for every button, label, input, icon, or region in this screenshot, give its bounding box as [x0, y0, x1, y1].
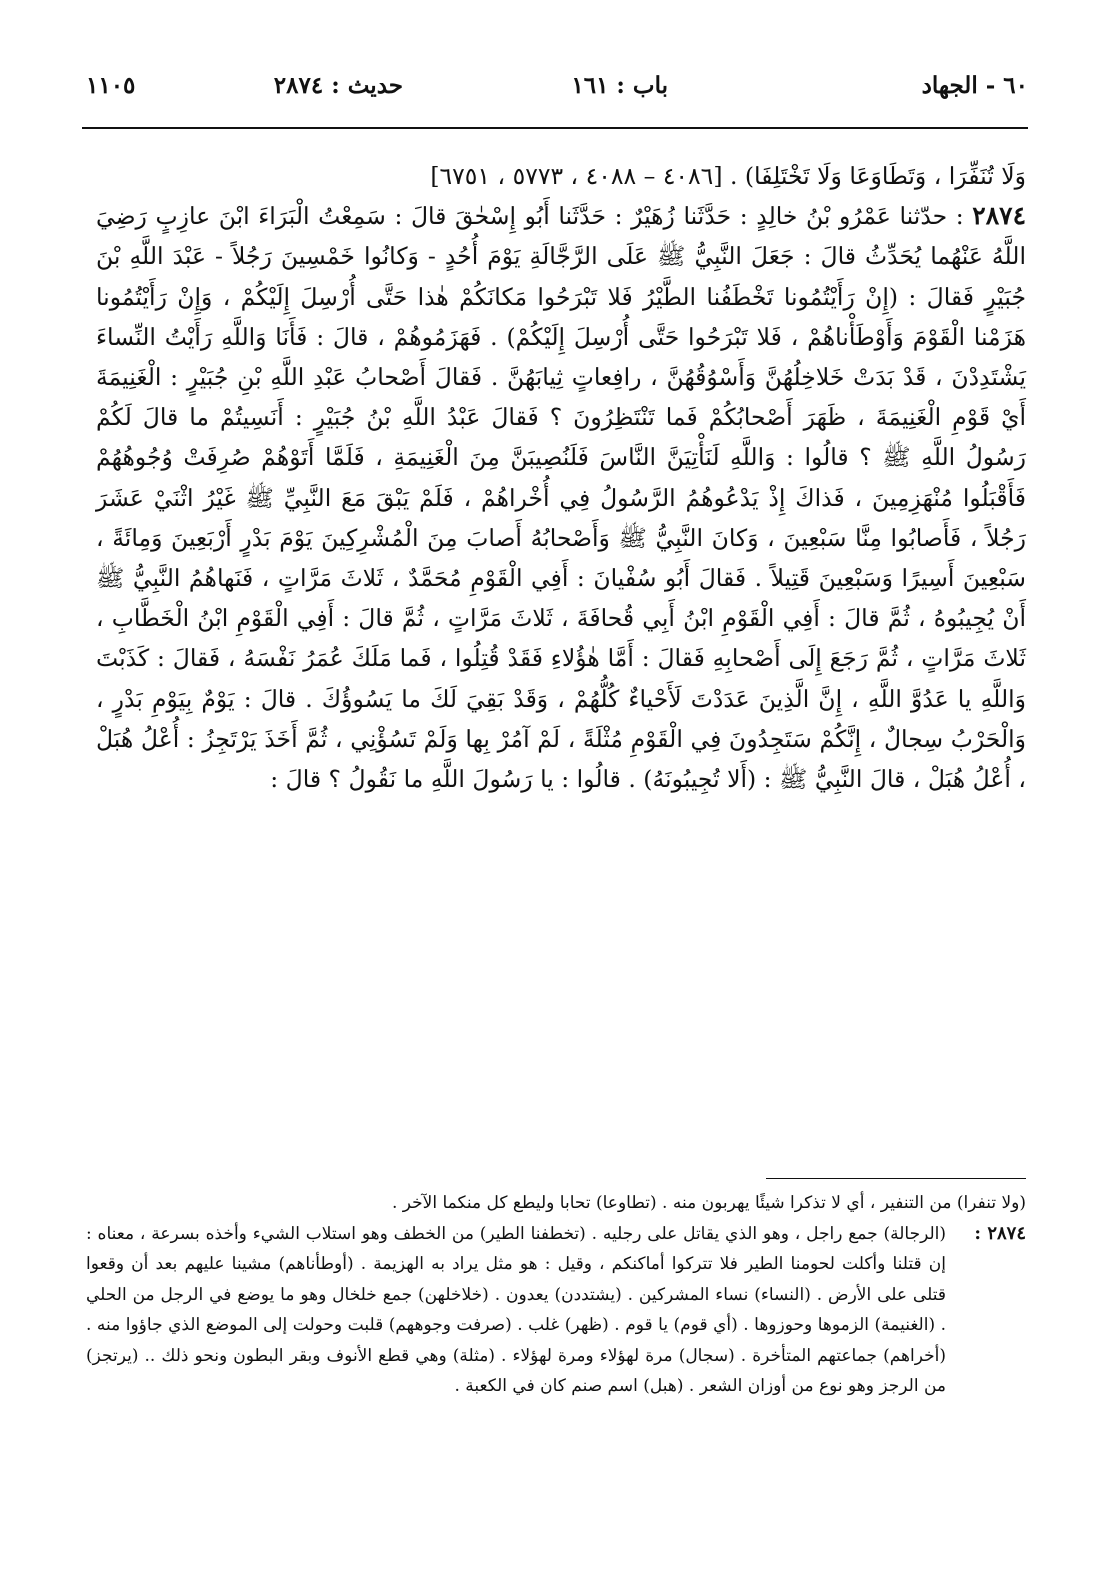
hadith-number: ٢٨٧٤: [972, 201, 1026, 231]
chapter-title: ٦٠ - الجهاد: [921, 72, 1028, 99]
hadith-body: [96, 156, 1026, 799]
footnotes: [86, 1188, 1026, 1402]
footnote-number: ٢٨٧٤ :: [974, 1222, 1026, 1244]
footnote-divider: [766, 1178, 1026, 1179]
footnote-previous: (ولا تنفرا) من التنفير ، أي لا تذكرا شيئًا يهربون منه . (تطاوعا) تحابا وليطع كل منكما الآخر .: [391, 1193, 1026, 1213]
bab-number: باب : ١٦١: [571, 72, 668, 99]
previous-hadith-tail: وَلَا تُنَفِّرَا ، وَتَطَاوَعَا وَلَا تَخْتَلِفَا) . [٤٠٨٦ – ٤٠٨٨ ، ٥٧٧٣ ، ٦٧٥١]: [430, 162, 1026, 190]
hadith-reference: حديث : ٢٨٧٤: [273, 72, 403, 99]
footnote-text: (الرجالة) جمع راجل ، وهو الذي يقاتل على رجليه . (تخطفنا الطير) من الخطف وهو استلاب الشيء وأخذه بسرعة ، معناه : إن قتلنا وأكلت لحومنا الطير فلا تتركوا أماكنكم ، وقيل : هو مثل يراد به الهزيمة . (أوطأناهم) مشينا عليهم بعد أن وقعوا قتلى على الأرض . (النساء) نساء المشركين . (يشتددن) يعدون . (خلاخلهن) جمع خلخال وهو ما يوضع في الرجل من الحلي . (الغنيمة) الزموها وحوزوها . (أي قوم) يا قوم . (ظهر) غلب . (صرفت وجوههم) قلبت وحولت إلى الموضع الذي جاؤوا منه . (أخراهم) جماعتهم المتأخرة . (سجال) مرة لهؤلاء ومرة لهؤلاء . (مثلة) وهي قطع الأنوف وبقر البطون ونحو ذلك .. (يرتجز) من الرجز وهو نوع من أوزان الشعر . (هبل) اسم صنم كان في الكعبة .: [86, 1223, 946, 1396]
hadith-text: : حدّثنا عَمْرُو بْنُ خالِدٍ : حَدَّثَنا زُهَيْرٌ : حَدَّثَنا أَبُو إِسْحٰقَ قالَ : سَمِعْتُ الْبَرَاءَ ابْنَ عازِبٍ رَضِيَ اللَّهُ عَنْهُما يُحَدِّثُ قالَ : جَعَلَ النَّبِيُّ ﷺ عَلَى الرَّجَّالَةِ يَوْمَ أُحُدٍ - وَكانُوا خَمْسِينَ رَجُلاً - عَبْدَ اللَّهِ بْنَ جُبَيْرٍ فَقالَ : (إِنْ رَأَيْتُمُونا تَخْطَفُنا الطَّيْرُ فَلا تَبْرَحُوا مَكانَكُمْ هٰذا حَتَّى أُرْسِلَ إِلَيْكُمْ ، وَإِنْ رَأَيْتُمُونا هَزَمْنا الْقَوْمَ وَأَوْطَأْناهُمْ ، فَلا تَبْرَحُوا حَتَّى أُرْسِلَ إِلَيْكُمْ) . فَهَزَمُوهُمْ ، قالَ : فَأَنَا وَاللَّهِ رَأَيْتُ النِّساءَ يَشْتَدِدْنَ ، قَدْ بَدَتْ خَلاخِلُهُنَّ وَأَسْوُقُهُنَّ ، رافِعاتٍ ثِيابَهُنَّ . فَقالَ أَصْحابُ عَبْدِ اللَّهِ بْنِ جُبَيْرٍ : الْغَنِيمَةَ أَيْ قَوْمِ الْغَنِيمَةَ ، ظَهَرَ أَصْحابُكُمْ فَما تَنْتَظِرُونَ ؟ فَقالَ عَبْدُ اللَّهِ بْنُ جُبَيْرٍ : أَنَسِيتُمْ ما قالَ لَكُمْ رَسُولُ اللَّهِ ﷺ ؟ قالُوا : وَاللَّهِ لَنَأْتِيَنَّ النَّاسَ فَلَنُصِيبَنَّ مِنَ الْغَنِيمَةِ ، فَلَمَّا أَتَوْهُمْ صُرِفَتْ وُجُوهُهُمْ فَأَقْبَلُوا مُنْهَزِمِينَ ، فَذاكَ إِذْ يَدْعُوهُمُ الرَّسُولُ فِي أُخْراهُمْ ، فَلَمْ يَبْقَ مَعَ النَّبِيِّ ﷺ غَيْرُ اثْنَيْ عَشَرَ رَجُلاً ، فَأَصابُوا مِنَّا سَبْعِينَ ، وَكانَ النَّبِيُّ ﷺ وَأَصْحابُهُ أَصابَ مِنَ الْمُشْرِكِينَ يَوْمَ بَدْرٍ أَرْبَعِينَ وَمِائَةً ، سَبْعِينَ أَسِيرًا وَسَبْعِينَ قَتِيلاً . فَقالَ أَبُو سُفْيانَ : أَفِي الْقَوْمِ مُحَمَّدٌ ، ثَلاثَ مَرَّاتٍ ، فَنَهاهُمُ النَّبِيُّ ﷺ أَنْ يُجِيبُوهُ ، ثُمَّ قالَ : أَفِي الْقَوْمِ ابْنُ أَبِي قُحافَةَ ، ثَلاثَ مَرَّاتٍ ، ثُمَّ قالَ : أَفِي الْقَوْمِ ابْنُ الْخَطَّابِ ، ثَلاثَ مَرَّاتٍ ، ثُمَّ رَجَعَ إِلَى أَصْحابِهِ فَقالَ : أَمَّا هٰؤُلاءِ فَقَدْ قُتِلُوا ، فَما مَلَكَ عُمَرُ نَفْسَهُ ، فَقالَ : كَذَبْتَ وَاللَّهِ يا عَدُوَّ اللَّهِ ، إِنَّ الَّذِينَ عَدَدْتَ لَأَحْياءٌ كُلُّهُمْ ، وَقَدْ بَقِيَ لَكَ ما يَسُوؤُكَ . قالَ : يَوْمٌ بِيَوْمِ بَدْرٍ ، وَالْحَرْبُ سِجالٌ ، إِنَّكُمْ سَتَجِدُونَ فِي الْقَوْمِ مُثْلَةً ، لَمْ آمُرْ بِها وَلَمْ تَسُؤْنِي ، ثُمَّ أَخَذَ يَرْتَجِزُ : أُعْلُ هُبَلْ ، أُعْلُ هُبَلْ ، قالَ النَّبِيُّ ﷺ : (أَلا تُجِيبُونَهُ) . قالُوا : يا رَسُولَ اللَّهِ ما نَقُولُ ؟ قالَ :: [96, 202, 1026, 794]
header-divider: [82, 127, 1028, 129]
page-header: [86, 72, 1028, 116]
hadith-paragraph: [96, 196, 1026, 799]
page-number: ١١٠٥: [86, 72, 136, 99]
footnote-hadith: [86, 1219, 1026, 1402]
